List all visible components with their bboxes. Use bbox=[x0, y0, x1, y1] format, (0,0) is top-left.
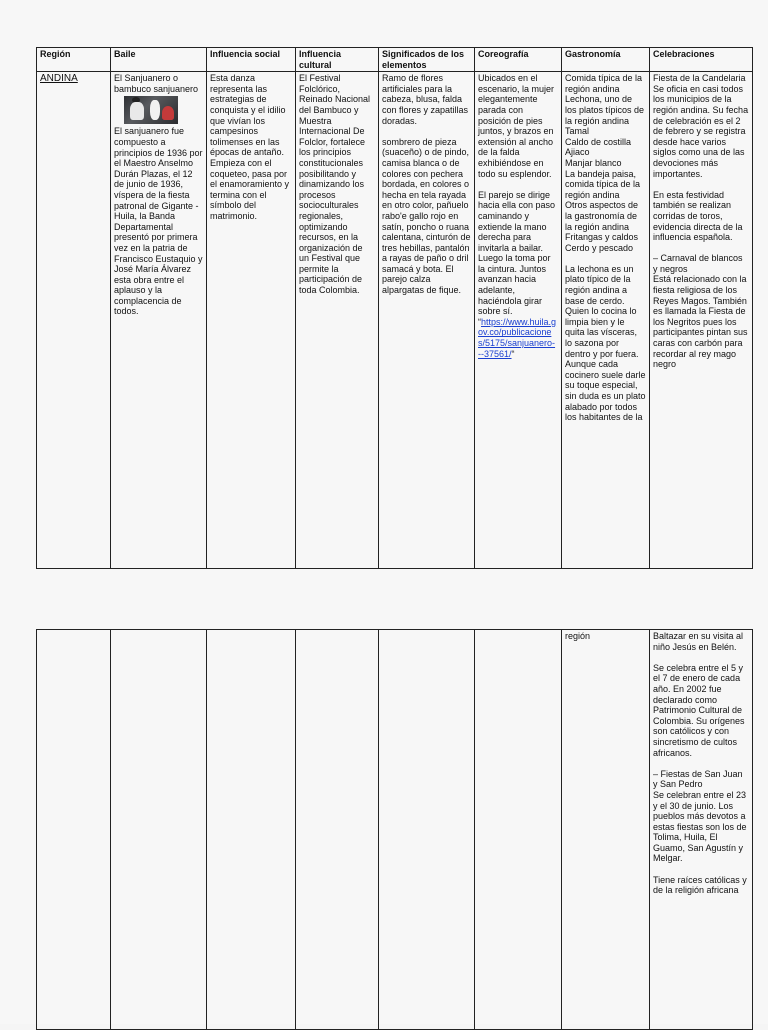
cell-gastronomia bbox=[562, 72, 650, 569]
cell-baile bbox=[111, 72, 207, 569]
cell-region bbox=[37, 72, 111, 569]
cell-baile-cont bbox=[111, 630, 207, 1030]
table-header-row bbox=[37, 48, 753, 72]
header-baile: Baile bbox=[111, 48, 207, 72]
header-celebraciones: Celebraciones bbox=[650, 48, 753, 72]
cell-influencia-social bbox=[207, 72, 296, 569]
influencia-cultural-text: El Festival Folclórico, Reinado Nacional del Bambuco y Muestra Internacional De Folclor, fortalece los principios constitucionales posibilitando y dinamizando los procesos socioculturales regionales, optimizando recursos, en la organización de un Festival que permite la participación de toda Colombia. bbox=[299, 73, 371, 296]
cell-region-cont bbox=[37, 630, 111, 1030]
header-coreografia: Coreografía bbox=[475, 48, 562, 72]
region-name: ANDINA bbox=[40, 73, 78, 85]
culture-table-top bbox=[36, 47, 753, 569]
cell-influencia-cultural bbox=[296, 72, 379, 569]
header-significados: Significados de los elementos bbox=[379, 48, 475, 72]
cell-influencia-social-cont bbox=[207, 630, 296, 1030]
header-region: Región bbox=[37, 48, 111, 72]
celebraciones-cont-text: Baltazar en su visita al niño Jesús en Belén. Se celebra entre el 5 y el 7 de enero de cada año. En 2002 fue declarado como Patrimonio Cultural de Colombia. Su orígenes son católicos y con sincretismo de cultos africanos. – Fiestas de San Juan y San Pedro Se celebran entre el 23 y el 30 de junio. Los pueblos más devotos a estas fiestas son los de Tolima, Huila, El Guamo, San Agustín y Melgar. Tiene raíces católicas y de la religión africana bbox=[653, 631, 747, 896]
cell-coreografia-cont bbox=[475, 630, 562, 1030]
cell-gastronomia-cont bbox=[562, 630, 650, 1030]
cell-significados bbox=[379, 72, 475, 569]
baile-description: El sanjuanero fue compuesto a principios de 1936 por el Maestro Anselmo Durán Plazas, el 12 de junio de 1936, víspera de la fiesta patronal de Gigante - Huila, la Banda Departamental presentó por primera vez en la patria de Francisco Eustaquio y José María Álvarez esta obra entre el aplauso y la complacencia de todos. bbox=[114, 126, 203, 317]
significados-text: Ramo de flores artificiales para la cabeza, blusa, falda con flores y zapatillas doradas. sombrero de pieza (suaceño) o de pindo, camisa blanca o de colores con pechera bordada, en colores o hecha en tela rayada en otro color, pañuelo rabo'e gallo rojo en satín, poncho o ruana calentana, cinturón de tres hebillas, pantalón a rayas de paño o dril samacá y bota. El parejo calza alpargatas de fique. bbox=[382, 73, 471, 296]
dancers-photo bbox=[124, 96, 178, 124]
coreografia-text: Ubicados en el escenario, la mujer elegantemente parada con posición de pies juntos, y brazos en extensión al ancho de la falda exhibiéndose en todo su esplendor. El parejo se dirige hacia ella con paso caminando y extiende la mano derecha para invitarla a bailar. Luego la toma por la cintura. Juntos avanzan hacia adelante, haciéndola girar sobre sí. bbox=[478, 73, 556, 317]
gastronomia-text: Comida típica de la región andina Lechona, uno de los platos típicos de la región andina Tamal Caldo de costilla Ajiaco Manjar blanco La bandeja paisa, comida típica de la región andina Otros aspectos de la gastronomía de la región andina Fritangas y caldos Cerdo y pescado La lechona es un plato típico de la región andina a base de cerdo. Quien lo cocina lo limpia bien y le quita las vísceras, lo sazona por dentro y por fuera. Aunque cada cocinero suele darle su toque especial, sin duda es un plato alabado por todos los habitantes de la bbox=[565, 73, 646, 423]
header-influencia-cultural: Influencia cultural bbox=[296, 48, 379, 72]
baile-intro: El Sanjuanero o bambuco sanjuanero bbox=[114, 73, 199, 94]
cell-celebraciones-cont bbox=[650, 630, 753, 1030]
coreografia-link-wrap: “https://www.huila.gov.co/publicaciones/5175/sanjuanero---37561/“ bbox=[478, 316, 557, 359]
cell-influencia-cultural-cont bbox=[296, 630, 379, 1030]
gastronomia-cont-text: región bbox=[565, 631, 591, 641]
huila-link[interactable]: https://www.huila.gov.co/publicaciones/5175/sanjuanero---37561/ bbox=[478, 316, 557, 359]
table-row bbox=[37, 72, 753, 569]
table-row bbox=[37, 630, 753, 1030]
culture-table-continued bbox=[36, 629, 753, 1030]
influencia-social-text: Esta danza representa las estrategias de conquista y el idilio que vivían los campesinos tolimenses en las épocas de antaño. Empieza con el coqueteo, pasa por el enamoramiento y termina con el símbolo del matrimonio. bbox=[210, 73, 290, 221]
header-influencia-social: Influencia social bbox=[207, 48, 296, 72]
cell-significados-cont bbox=[379, 630, 475, 1030]
cell-celebraciones bbox=[650, 72, 753, 569]
celebraciones-text: Fiesta de la Candelaria Se oficia en casi todos los municipios de la región andina. Su fecha de celebración es el 2 de febrero y se registra desde hace varios siglos como una de las devociones más importantes. En esta festividad también se realizan corridas de toros, evidencia directa de la influencia española. – Carnaval de blancos y negros Está relacionado con la fiesta religiosa de los Reyes Magos. También es llamada la Fiesta de los Negritos pues los participantes pintan sus caras con carbón para recordar al rey mago negro bbox=[653, 73, 749, 370]
cell-coreografia bbox=[475, 72, 562, 569]
header-gastronomia: Gastronomía bbox=[562, 48, 650, 72]
